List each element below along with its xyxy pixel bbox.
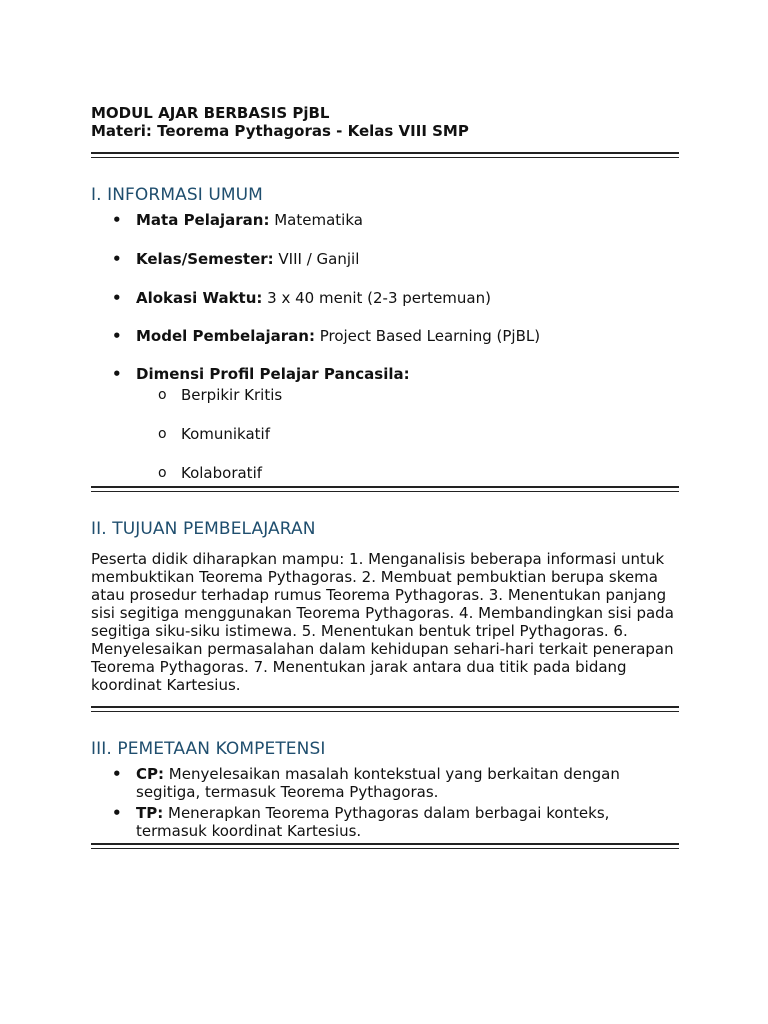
divider-3 bbox=[91, 706, 679, 712]
item-label: Mata Pelajaran: bbox=[136, 211, 270, 229]
divider-1 bbox=[91, 152, 679, 158]
item-label: Model Pembelajaran: bbox=[136, 327, 315, 345]
title-line-2: Materi: Teorema Pythagoras - Kelas VIII SMP bbox=[91, 122, 469, 140]
list-item-tp bbox=[91, 804, 679, 840]
informasi-umum-list bbox=[91, 211, 679, 482]
item-value: VIII / Ganjil bbox=[273, 250, 360, 268]
list-item-mata-pelajaran bbox=[91, 211, 679, 229]
section-heading-tujuan-pembelajaran: II. TUJUAN PEMBELAJARAN bbox=[91, 519, 316, 539]
document-page bbox=[91, 104, 679, 849]
item-value: Matematika bbox=[269, 211, 363, 229]
item-label: Dimensi Profil Pelajar Pancasila: bbox=[136, 365, 410, 383]
sublist-item: o Komunikatif bbox=[91, 425, 679, 443]
divider-2 bbox=[91, 486, 679, 492]
tujuan-paragraph: Peserta didik diharapkan mampu: 1. Menganalisis beberapa informasi untuk membuktikan Teorema Pythagoras. 2. Membuat pembuktian berupa skema atau prosedur terhadap rumus Teorema Pythagoras. 3. Menentukan panjang sisi segitiga menggunakan Teorema Pythagoras. 4. Membandingkan sisi pada segitiga siku-siku istimewa. 5. Menentukan bentuk tripel Pythagoras. 6. Menyelesaikan permasalahan dalam kehidupan sehari-hari terkait penerapan Teorema Pythagoras. 7. Menentukan jarak antara dua titik pada bidang koordinat Kartesius. bbox=[91, 550, 674, 694]
list-item-alokasi-waktu bbox=[91, 289, 679, 307]
title-line-1: MODUL AJAR BERBASIS PjBL bbox=[91, 104, 330, 122]
item-value: 3 x 40 menit (2-3 pertemuan) bbox=[262, 289, 491, 307]
list-item-kelas-semester bbox=[91, 250, 679, 268]
document-title bbox=[91, 104, 679, 140]
sublist-item: o Berpikir Kritis bbox=[91, 386, 679, 404]
item-label: Kelas/Semester: bbox=[136, 250, 274, 268]
section-heading-pemetaan-kompetensi: III. PEMETAAN KOMPETENSI bbox=[91, 739, 326, 759]
item-label: CP: bbox=[136, 765, 165, 783]
list-item-dimensi-profil bbox=[91, 365, 679, 482]
kompetensi-list bbox=[91, 765, 679, 840]
list-item-model-pembelajaran bbox=[91, 327, 679, 345]
item-value: Menyelesaikan masalah kontekstual yang berkaitan dengan segitiga, termasuk Teorema Pythagoras. bbox=[136, 765, 620, 801]
sublist-item: o Kolaboratif bbox=[91, 464, 679, 482]
dimensi-sublist bbox=[136, 386, 679, 482]
divider-4 bbox=[91, 843, 679, 849]
list-item-cp bbox=[91, 765, 679, 801]
section-heading-informasi-umum: I. INFORMASI UMUM bbox=[91, 185, 263, 205]
item-label: TP: bbox=[136, 804, 164, 822]
item-value: Project Based Learning (PjBL) bbox=[314, 327, 541, 345]
item-label: Alokasi Waktu: bbox=[136, 289, 263, 307]
item-value: Menerapkan Teorema Pythagoras dalam berbagai konteks, termasuk koordinat Kartesius. bbox=[136, 804, 610, 840]
